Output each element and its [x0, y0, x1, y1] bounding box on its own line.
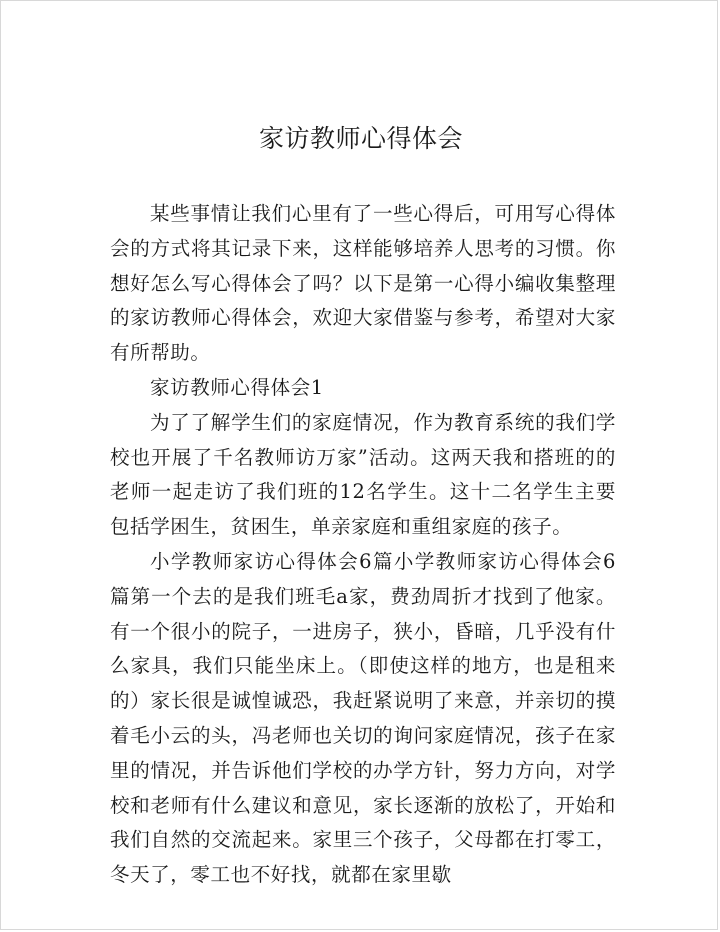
- document-title: 家访教师心得体会: [258, 124, 463, 153]
- body-paragraph: 为了了解学生们的家庭情况，作为教育系统的我们学校也开展了千名教师访万家”活动。这两天我和搭班的的老师一起走访了我们班的12名学生。这十二名学生主要包括学困生，贫困生，单亲家庭和重组家庭的孩子。: [110, 410, 616, 539]
- document-body: [110, 197, 616, 893]
- body-paragraph: 小学教师家访心得体会6篇小学教师家访心得体会6篇第一个去的是我们班毛a家，费劲周折才找到了他家。有一个很小的院子，一进房子，狭小，昏暗，几乎没有什么家具，我们只能坐床上。（即使这样的地方，也是租来的）家长很是诚惶诚恐，我赶紧说明了来意，并亲切的摸着毛小云的头，冯老师也关切的询问家庭情况，孩子在家里的情况，并告诉他们学校的办学方针，努力方向，对学校和老师有什么建议和意见，家长逐渐的放松了，开始和我们自然的交流起来。家里三个孩子，父母都在打零工，冬天了，零工也不好找，就都在家里歇: [110, 549, 616, 887]
- intro-paragraph: 某些事情让我们心里有了一些心得后，可用写心得体会的方式将其记录下来，这样能够培养人思考的习惯。你想好怎么写心得体会了吗？以下是第一心得小编收集整理的家访教师心得体会，欢迎大家借鉴与参考，希望对大家有所帮助。: [110, 202, 616, 365]
- section-heading: 家访教师心得体会1: [150, 375, 324, 399]
